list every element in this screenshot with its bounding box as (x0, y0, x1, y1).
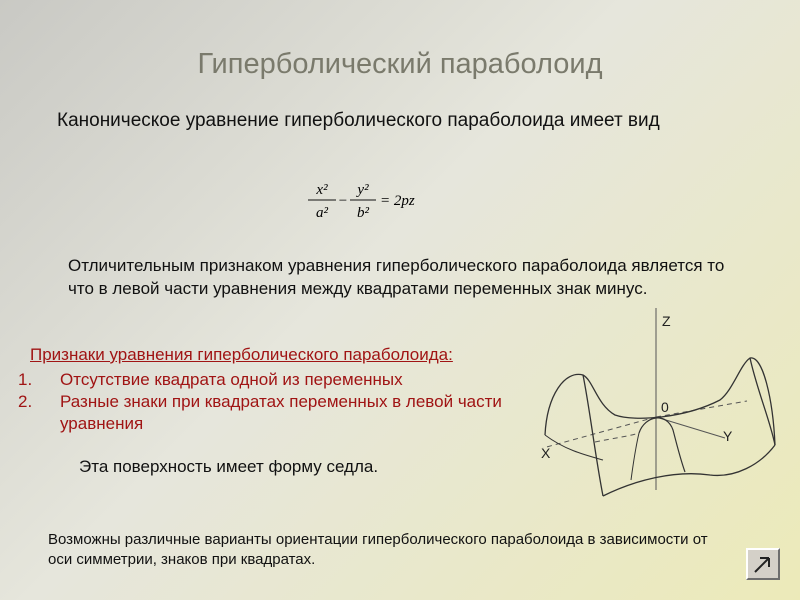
saddle-bottom-edge (603, 445, 775, 496)
back-arrow-icon (748, 550, 778, 578)
formula-rhs: = 2pz (380, 193, 415, 209)
distinguishing-feature-text: Отличительным признаком уравнения гиперболического параболоида является то что в левой части уравнения между квадратами переменных знак минус. (68, 256, 725, 298)
list-item (18, 391, 538, 435)
saddle-text: Эта поверхность имеет форму седла. (79, 457, 379, 476)
canonical-formula (300, 172, 440, 228)
axis-x-label: X (541, 445, 551, 461)
saddle-front-left-edge (583, 375, 603, 496)
list-item (18, 369, 538, 391)
saddle-parabola (639, 418, 685, 472)
list-item-number: 2. (18, 392, 33, 411)
features-title: Признаки уравнения гиперболического параболоида: (30, 345, 453, 364)
saddle-parabola-left (631, 433, 639, 480)
formula-y-denominator: b² (357, 205, 369, 221)
list-item-text: Разные знаки при квадратах переменных в левой части уравнения (60, 392, 502, 433)
formula-minus: − (338, 193, 348, 209)
formula-x-denominator: a² (316, 205, 328, 221)
formula-x-numerator: x² (316, 182, 328, 198)
slide-title: Гиперболический параболоид (197, 48, 603, 80)
y-axis (656, 401, 747, 417)
saddle-surface-diagram (535, 300, 795, 510)
back-button[interactable] (746, 548, 780, 580)
axis-y-label: Y (723, 428, 733, 444)
list-item-text: Отсутствие квадрата одной из переменных (60, 370, 403, 389)
origin-label: 0 (661, 399, 669, 415)
formula-y-numerator: y² (357, 182, 369, 198)
intro-text: Каноническое уравнение гиперболического параболоида имеет вид (57, 110, 660, 131)
list-item-number: 1. (18, 370, 33, 389)
axis-z-label: Z (662, 313, 671, 329)
orientation-note: Возможны различные варианты ориентации гиперболического параболоида в зависимости от оси симметрии, знаков при квадратах. (48, 531, 708, 568)
saddle-hidden-line (595, 433, 639, 442)
saddle-top-edge (545, 358, 775, 445)
features-list (18, 369, 538, 435)
